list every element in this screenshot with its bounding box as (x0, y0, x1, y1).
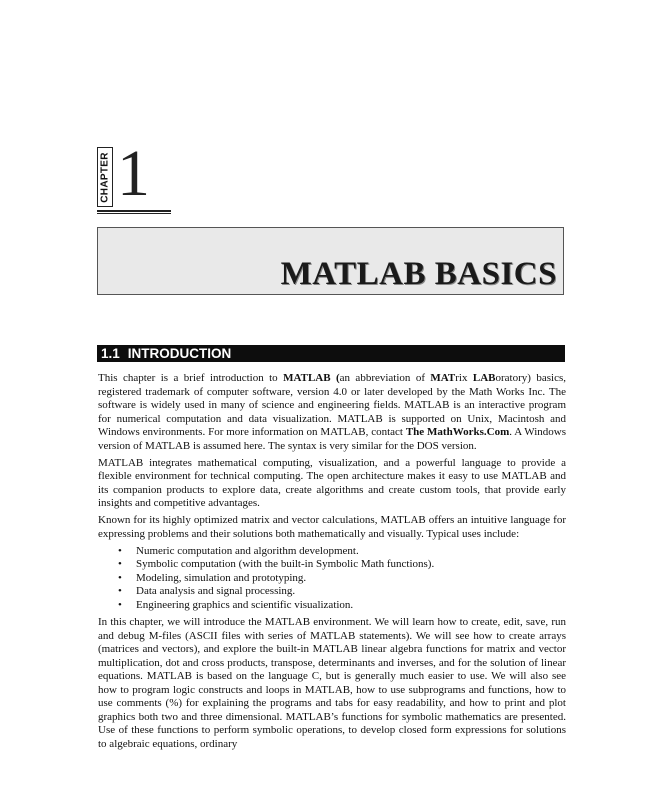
list-item: • Numeric computation and algorithm development. (98, 545, 566, 559)
bold-run: MATLAB ( (283, 372, 340, 384)
text-run: oratory) basics, registered trademark of computer software, version 4.0 or later developed by the Math Works Inc. The software is widely used in many of science and engineering fields. MATLAB is an interactive program for numerical computation and data visualization. MATLAB is supported on Unix, Macintosh and Windows environments. For more information on MATLAB, contact (98, 372, 566, 438)
bold-run: The MathWorks.Com (405, 426, 510, 438)
chapter-label-box (97, 147, 113, 207)
section-number: 1.1 (101, 346, 120, 361)
paragraph-known-for: Known for its highly optimized matrix and vector calculations, MATLAB offers an intuitive language for expressing problems and their solutions both mathematically and visually. Typical uses include: (98, 514, 566, 540)
list-item: • Data analysis and signal processing. (98, 585, 566, 599)
list-item: • Engineering graphics and scientific visualization. (98, 599, 566, 613)
chapter-rule (97, 210, 171, 212)
body-text (98, 372, 566, 755)
uses-list (98, 545, 566, 613)
text-run: rix (455, 372, 473, 384)
bold-run: LAB (472, 372, 496, 384)
text-run: an abbreviation of (339, 372, 431, 384)
chapter-label: CHAPTER (99, 151, 111, 203)
list-item: • Modeling, simulation and prototyping. (98, 572, 566, 586)
section-title: INTRODUCTION (127, 346, 232, 361)
chapter-title: MATLAB BASICS (280, 256, 557, 292)
text-run: This chapter is a brief introduction to (98, 372, 284, 384)
chapter-rule-thin (97, 213, 171, 214)
chapter-number: 1 (117, 137, 150, 210)
paragraph-integrates: MATLAB integrates mathematical computing, visualization, and a powerful language to provide a flexible environment for technical computing. The open architecture makes it easy to use MATLAB and its companion products to explore data, create algorithms and create custom tools, that provide early insights and competitive advantages. (98, 456, 566, 509)
section-heading (97, 345, 565, 362)
text-run: . A Windows version of MATLAB is assumed here. The syntax is very similar for the DOS version. (98, 426, 566, 452)
bold-run: MAT (430, 372, 456, 384)
chapter-marker (97, 137, 173, 214)
chapter-title-box (97, 227, 564, 295)
list-item: • Symbolic computation (with the built-in Symbolic Math functions). (98, 558, 566, 572)
paragraph-chapter-overview: In this chapter, we will introduce the MATLAB environment. We will learn how to create, edit, save, run and debug M-files (ASCII files with series of MATLAB statements). We will see how to create arrays (matrices and vectors), and explore the built-in MATLAB linear algebra functions for matrix and vector multiplication, dot and cross products, transpose, determinants and inverses, and for the solution of linear equations. MATLAB is based on the language C, but is generally much easier to use. We will also see how to program logic constructs and loops in MATLAB, how to use subprograms and functions, how to use comments (%) for explaining the programs and tabs for easy readability, and how to print and plot graphics both two and three dimensional. MATLAB’s functions for symbolic mathematics are presented. Use of these functions to perform symbolic operations, to develop closed form expressions for solutions to algebraic equations, ordinary (98, 616, 566, 750)
paragraph-intro (98, 372, 566, 453)
